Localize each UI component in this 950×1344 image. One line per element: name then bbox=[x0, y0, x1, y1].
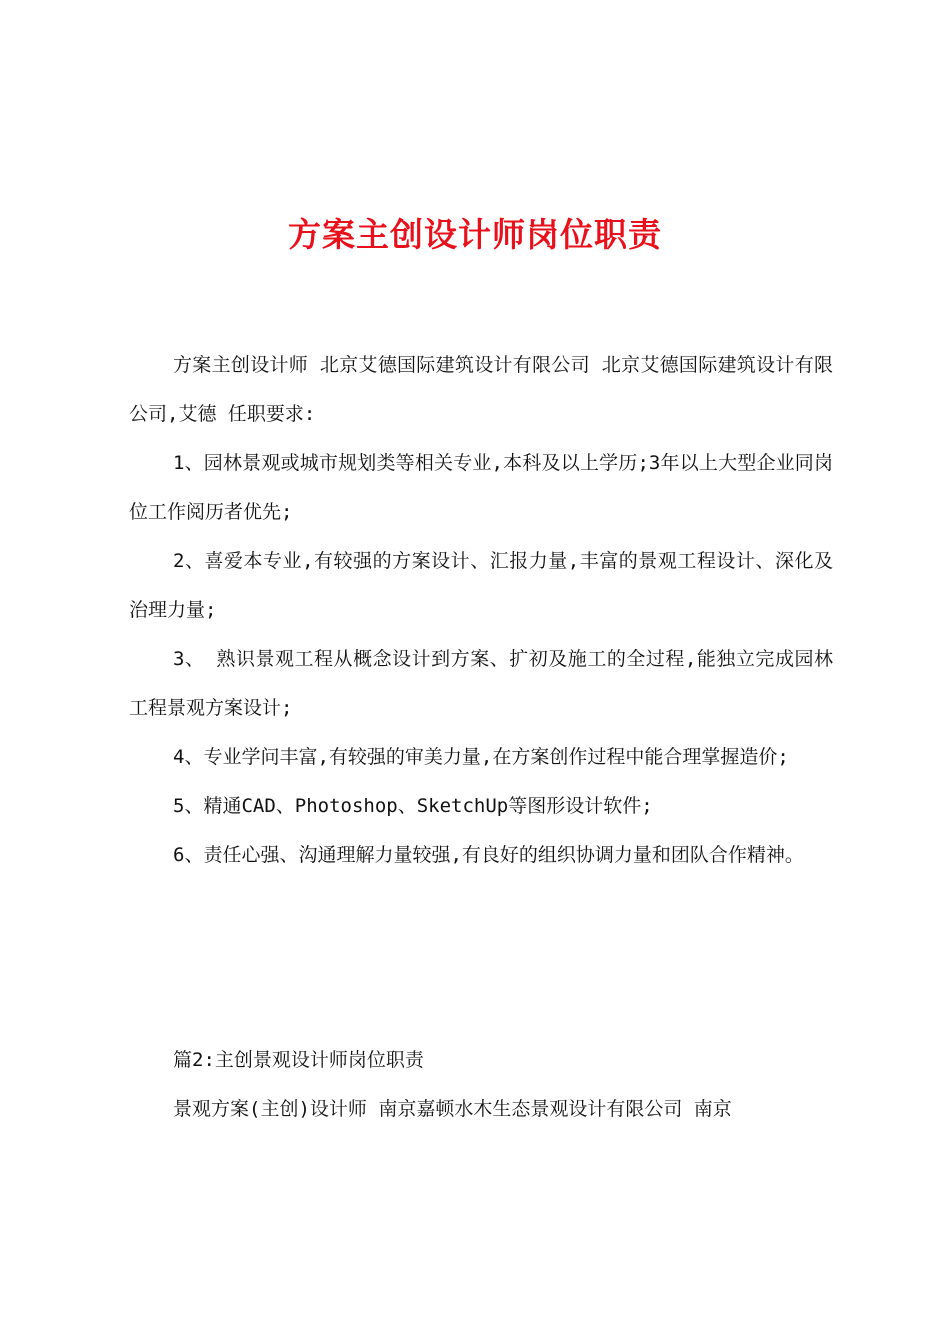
intro-paragraph: 方案主创设计师 北京艾德国际建筑设计有限公司 北京艾德国际建筑设计有限公司,艾德 任职要求: bbox=[129, 354, 833, 425]
requirement-item-3: 3、 熟识景观工程从概念设计到方案、扩初及施工的全过程,能独立完成园林工程景观方案设计; bbox=[129, 648, 833, 719]
requirement-item-6: 6、责任心强、沟通理解力量较强,有良好的组织协调力量和团队合作精神。 bbox=[173, 844, 804, 866]
page-title: 方案主创设计师岗位职责 bbox=[288, 215, 662, 254]
section-2-heading: 篇2:主创景观设计师岗位职责 bbox=[173, 1049, 424, 1071]
requirements-section bbox=[129, 341, 833, 880]
section-2 bbox=[129, 1036, 833, 1134]
requirement-item-4: 4、专业学问丰富,有较强的审美力量,在方案创作过程中能合理掌握造价; bbox=[173, 746, 789, 768]
requirement-item-1: 1、园林景观或城市规划类等相关专业,本科及以上学历;3年以上大型企业同岗位工作阅历者优先; bbox=[129, 452, 833, 523]
section-2-paragraph-1: 景观方案(主创)设计师 南京嘉顿水木生态景观设计有限公司 南京 bbox=[173, 1098, 732, 1120]
requirement-item-5: 5、精通CAD、Photoshop、SketchUp等图形设计软件; bbox=[173, 795, 653, 817]
requirement-item-2: 2、喜爱本专业,有较强的方案设计、汇报力量,丰富的景观工程设计、深化及治理力量; bbox=[129, 550, 833, 621]
